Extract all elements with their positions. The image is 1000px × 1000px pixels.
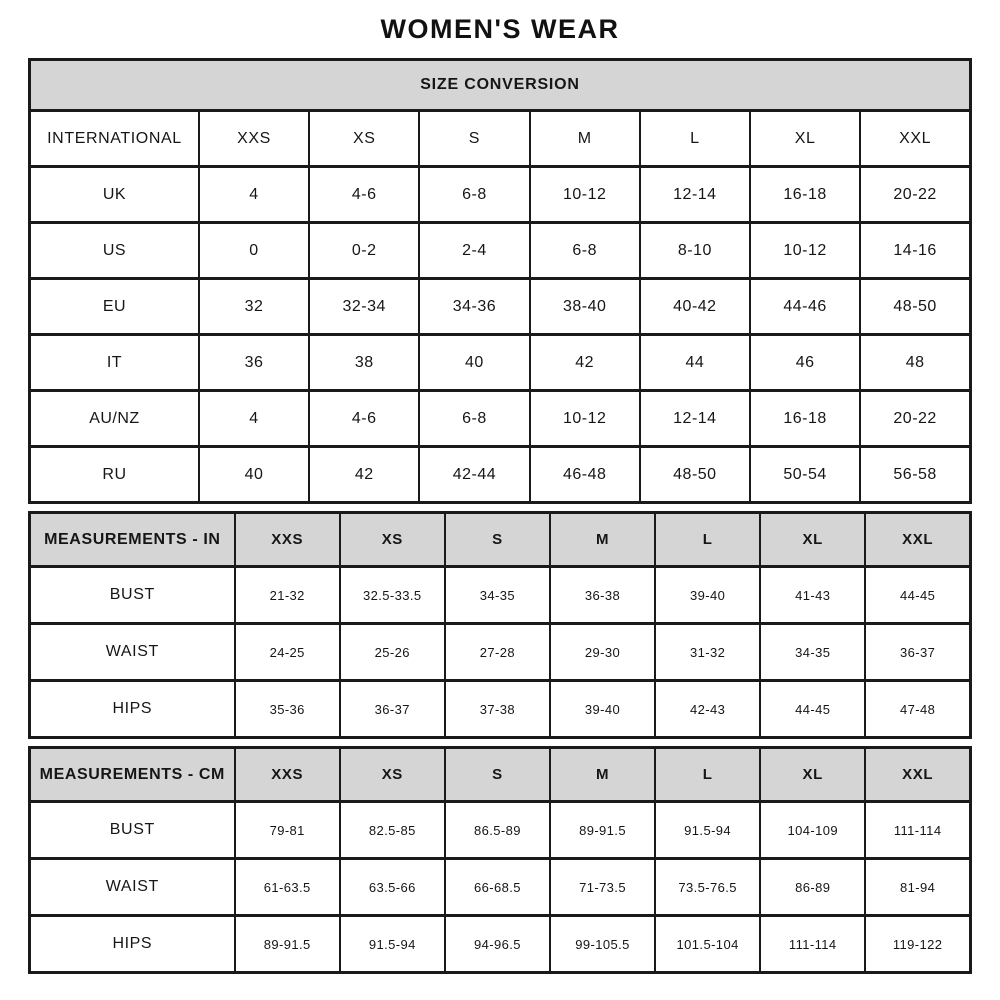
value-cell: 81-94 bbox=[865, 859, 970, 916]
value-cell: 39-40 bbox=[655, 567, 760, 624]
size-column-header: L bbox=[655, 513, 760, 567]
table-row bbox=[30, 567, 971, 624]
value-cell: 32.5-33.5 bbox=[340, 567, 445, 624]
value-cell: 46-48 bbox=[530, 447, 640, 503]
value-cell: 40 bbox=[199, 447, 309, 503]
value-cell: 31-32 bbox=[655, 624, 760, 681]
table-row bbox=[30, 391, 971, 447]
size-conversion-header: SIZE CONVERSION bbox=[30, 60, 971, 111]
value-cell: 86-89 bbox=[760, 859, 865, 916]
value-cell: 66-68.5 bbox=[445, 859, 550, 916]
value-cell: 27-28 bbox=[445, 624, 550, 681]
table-row bbox=[30, 681, 971, 738]
value-cell: 24-25 bbox=[235, 624, 340, 681]
value-cell: 89-91.5 bbox=[235, 916, 340, 973]
value-cell: 61-63.5 bbox=[235, 859, 340, 916]
value-cell: 38-40 bbox=[530, 279, 640, 335]
value-cell: 10-12 bbox=[750, 223, 860, 279]
value-cell: 14-16 bbox=[860, 223, 970, 279]
table-row bbox=[30, 223, 971, 279]
value-cell: 2-4 bbox=[419, 223, 529, 279]
value-cell: 40-42 bbox=[640, 279, 750, 335]
value-cell: 34-36 bbox=[419, 279, 529, 335]
table-row bbox=[30, 167, 971, 223]
row-label: IT bbox=[30, 335, 199, 391]
size-column-header: XXS bbox=[235, 748, 340, 802]
row-label: UK bbox=[30, 167, 199, 223]
value-cell: 12-14 bbox=[640, 167, 750, 223]
value-cell: 20-22 bbox=[860, 167, 970, 223]
row-label: WAIST bbox=[30, 859, 235, 916]
table-row bbox=[30, 916, 971, 973]
value-cell: 40 bbox=[419, 335, 529, 391]
size-column-header: XXS bbox=[199, 111, 309, 167]
size-column-header: S bbox=[419, 111, 529, 167]
row-label: US bbox=[30, 223, 199, 279]
row-label: AU/NZ bbox=[30, 391, 199, 447]
size-conversion-table bbox=[28, 58, 972, 504]
value-cell: 20-22 bbox=[860, 391, 970, 447]
size-column-header: M bbox=[550, 748, 655, 802]
row-label: WAIST bbox=[30, 624, 235, 681]
value-cell: 99-105.5 bbox=[550, 916, 655, 973]
value-cell: 36-37 bbox=[340, 681, 445, 738]
size-column-header: S bbox=[445, 748, 550, 802]
value-cell: 34-35 bbox=[760, 624, 865, 681]
value-cell: 111-114 bbox=[865, 802, 970, 859]
value-cell: 10-12 bbox=[530, 167, 640, 223]
size-column-header: XL bbox=[750, 111, 860, 167]
value-cell: 56-58 bbox=[860, 447, 970, 503]
row-header-label: INTERNATIONAL bbox=[30, 111, 199, 167]
value-cell: 119-122 bbox=[865, 916, 970, 973]
value-cell: 6-8 bbox=[419, 167, 529, 223]
size-column-header: XL bbox=[760, 513, 865, 567]
table-row bbox=[30, 279, 971, 335]
value-cell: 16-18 bbox=[750, 167, 860, 223]
value-cell: 104-109 bbox=[760, 802, 865, 859]
value-cell: 4-6 bbox=[309, 391, 419, 447]
value-cell: 41-43 bbox=[760, 567, 865, 624]
value-cell: 0 bbox=[199, 223, 309, 279]
measurements-cm-header-row bbox=[30, 748, 971, 802]
row-header-label: MEASUREMENTS - CM bbox=[30, 748, 235, 802]
value-cell: 6-8 bbox=[530, 223, 640, 279]
value-cell: 89-91.5 bbox=[550, 802, 655, 859]
value-cell: 25-26 bbox=[340, 624, 445, 681]
value-cell: 79-81 bbox=[235, 802, 340, 859]
value-cell: 16-18 bbox=[750, 391, 860, 447]
value-cell: 0-2 bbox=[309, 223, 419, 279]
row-label: HIPS bbox=[30, 916, 235, 973]
size-column-header: XS bbox=[340, 513, 445, 567]
measurements-cm-body bbox=[30, 802, 971, 973]
table-row bbox=[30, 802, 971, 859]
row-header-label: MEASUREMENTS - IN bbox=[30, 513, 235, 567]
value-cell: 44 bbox=[640, 335, 750, 391]
value-cell: 8-10 bbox=[640, 223, 750, 279]
value-cell: 34-35 bbox=[445, 567, 550, 624]
measurements-in-body bbox=[30, 567, 971, 738]
row-label: RU bbox=[30, 447, 199, 503]
value-cell: 6-8 bbox=[419, 391, 529, 447]
value-cell: 36-37 bbox=[865, 624, 970, 681]
value-cell: 48 bbox=[860, 335, 970, 391]
value-cell: 63.5-66 bbox=[340, 859, 445, 916]
value-cell: 91.5-94 bbox=[655, 802, 760, 859]
size-column-header: XXL bbox=[865, 513, 970, 567]
row-label: BUST bbox=[30, 802, 235, 859]
row-label: EU bbox=[30, 279, 199, 335]
size-column-header: XS bbox=[340, 748, 445, 802]
value-cell: 86.5-89 bbox=[445, 802, 550, 859]
size-column-header: M bbox=[550, 513, 655, 567]
value-cell: 38 bbox=[309, 335, 419, 391]
measurements-in-header-row bbox=[30, 513, 971, 567]
value-cell: 10-12 bbox=[530, 391, 640, 447]
value-cell: 32 bbox=[199, 279, 309, 335]
value-cell: 36-38 bbox=[550, 567, 655, 624]
row-label: BUST bbox=[30, 567, 235, 624]
value-cell: 35-36 bbox=[235, 681, 340, 738]
page-title: WOMEN'S WEAR bbox=[380, 14, 620, 44]
value-cell: 12-14 bbox=[640, 391, 750, 447]
value-cell: 48-50 bbox=[860, 279, 970, 335]
value-cell: 44-46 bbox=[750, 279, 860, 335]
value-cell: 21-32 bbox=[235, 567, 340, 624]
value-cell: 94-96.5 bbox=[445, 916, 550, 973]
size-column-header: XXL bbox=[860, 111, 970, 167]
value-cell: 42-43 bbox=[655, 681, 760, 738]
table-row bbox=[30, 624, 971, 681]
value-cell: 36 bbox=[199, 335, 309, 391]
size-column-header: XS bbox=[309, 111, 419, 167]
size-column-header: XL bbox=[760, 748, 865, 802]
value-cell: 42 bbox=[309, 447, 419, 503]
size-conversion-body bbox=[30, 167, 971, 503]
value-cell: 91.5-94 bbox=[340, 916, 445, 973]
value-cell: 4 bbox=[199, 167, 309, 223]
value-cell: 42 bbox=[530, 335, 640, 391]
size-column-header: M bbox=[530, 111, 640, 167]
value-cell: 71-73.5 bbox=[550, 859, 655, 916]
value-cell: 73.5-76.5 bbox=[655, 859, 760, 916]
value-cell: 42-44 bbox=[419, 447, 529, 503]
value-cell: 44-45 bbox=[865, 567, 970, 624]
value-cell: 39-40 bbox=[550, 681, 655, 738]
value-cell: 111-114 bbox=[760, 916, 865, 973]
value-cell: 37-38 bbox=[445, 681, 550, 738]
size-column-header: L bbox=[640, 111, 750, 167]
value-cell: 32-34 bbox=[309, 279, 419, 335]
value-cell: 47-48 bbox=[865, 681, 970, 738]
size-column-header: S bbox=[445, 513, 550, 567]
value-cell: 101.5-104 bbox=[655, 916, 760, 973]
table-row bbox=[30, 447, 971, 503]
value-cell: 4 bbox=[199, 391, 309, 447]
row-label: HIPS bbox=[30, 681, 235, 738]
size-conversion-columns-row bbox=[30, 111, 971, 167]
value-cell: 82.5-85 bbox=[340, 802, 445, 859]
table-row bbox=[30, 335, 971, 391]
size-conversion-banner-row bbox=[30, 60, 971, 111]
value-cell: 50-54 bbox=[750, 447, 860, 503]
measurements-cm-table bbox=[28, 746, 972, 974]
value-cell: 44-45 bbox=[760, 681, 865, 738]
size-column-header: L bbox=[655, 748, 760, 802]
value-cell: 46 bbox=[750, 335, 860, 391]
table-row bbox=[30, 859, 971, 916]
measurements-in-table bbox=[28, 511, 972, 739]
value-cell: 4-6 bbox=[309, 167, 419, 223]
value-cell: 29-30 bbox=[550, 624, 655, 681]
value-cell: 48-50 bbox=[640, 447, 750, 503]
size-column-header: XXL bbox=[865, 748, 970, 802]
size-column-header: XXS bbox=[235, 513, 340, 567]
